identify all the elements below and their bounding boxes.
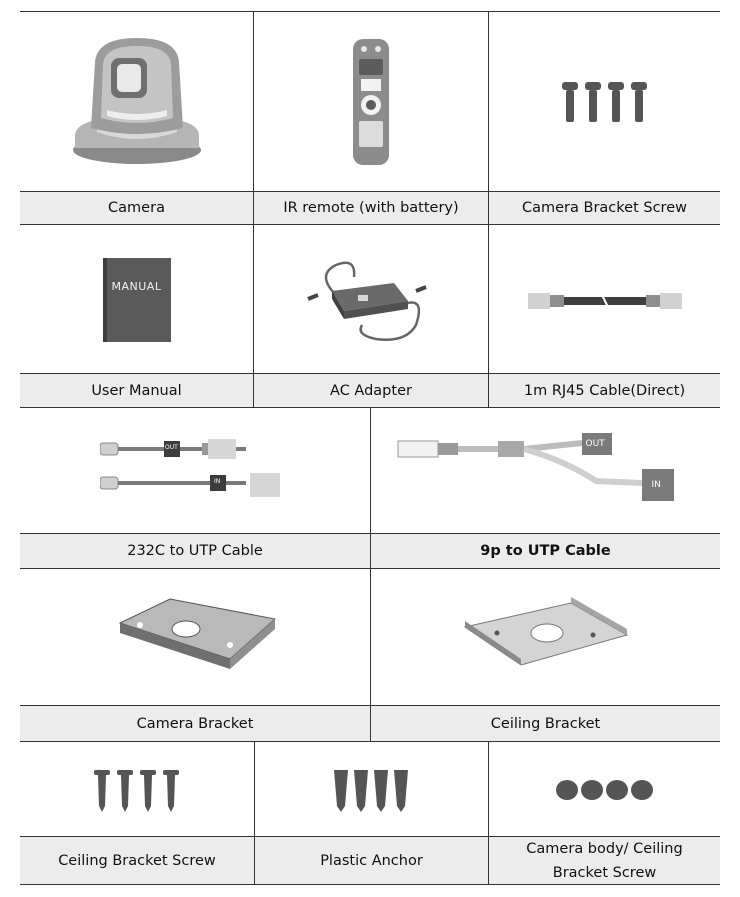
item-label: User Manual bbox=[20, 373, 253, 407]
in-tag: IN bbox=[651, 480, 661, 490]
table-row bbox=[20, 407, 720, 568]
table-row bbox=[20, 741, 720, 885]
table-cell-ceiling-bracket bbox=[371, 569, 720, 741]
table-cell-bracket-screw bbox=[489, 12, 720, 224]
table-cell-ac-adapter bbox=[254, 225, 488, 407]
out-tag: OUT bbox=[165, 444, 178, 451]
item-label: Camera Bracket bbox=[20, 705, 370, 741]
rj45-cable-icon bbox=[528, 285, 682, 315]
manual-cover-text: MANUAL bbox=[111, 279, 162, 293]
plastic-anchor-icon bbox=[332, 768, 412, 812]
table-cell-rj45 bbox=[489, 225, 720, 407]
table-cell-ir-remote bbox=[254, 12, 488, 224]
screws-icon bbox=[560, 80, 650, 124]
item-label: AC Adapter bbox=[254, 373, 488, 407]
table-cell-ceiling-screw bbox=[20, 742, 254, 885]
camera-bracket-icon bbox=[110, 593, 280, 683]
ceiling-screws-icon bbox=[94, 768, 180, 812]
rs232-utp-cable-icon bbox=[100, 437, 290, 505]
item-label: 232C to UTP Cable bbox=[20, 533, 370, 568]
table-row bbox=[20, 11, 720, 224]
item-label: 9p to UTP Cable bbox=[371, 533, 720, 568]
in-tag: IN bbox=[214, 478, 221, 485]
ceiling-bracket-icon bbox=[461, 593, 631, 683]
item-label: IR remote (with battery) bbox=[254, 191, 488, 224]
item-label: Camera bbox=[20, 191, 253, 224]
body-screws-icon bbox=[555, 777, 655, 803]
table-cell-body-screw bbox=[489, 742, 720, 885]
table-row bbox=[20, 224, 720, 407]
item-label: 1m RJ45 Cable(Direct) bbox=[489, 373, 720, 407]
table-cell-camera bbox=[20, 12, 253, 224]
accessories-table bbox=[20, 11, 720, 885]
item-label: Camera Bracket Screw bbox=[489, 191, 720, 224]
table-cell-232c-cable bbox=[20, 408, 370, 568]
table-row bbox=[20, 568, 720, 741]
table-cell-9p-cable bbox=[371, 408, 720, 568]
out-tag: OUT bbox=[585, 439, 605, 449]
item-label: Ceiling Bracket Screw bbox=[20, 836, 254, 885]
ir-remote-icon bbox=[349, 37, 393, 167]
table-cell-manual bbox=[20, 225, 253, 407]
table-cell-plastic-anchor bbox=[255, 742, 488, 885]
manual-book-icon bbox=[103, 258, 171, 342]
ptz-camera-icon bbox=[67, 32, 207, 172]
item-label: Camera body/ Ceiling Bracket Screw bbox=[489, 836, 720, 885]
table-cell-camera-bracket bbox=[20, 569, 370, 741]
item-label: Ceiling Bracket bbox=[371, 705, 720, 741]
item-label: Plastic Anchor bbox=[255, 836, 488, 885]
9p-utp-cable-icon bbox=[396, 431, 696, 511]
ac-adapter-icon bbox=[306, 255, 436, 345]
